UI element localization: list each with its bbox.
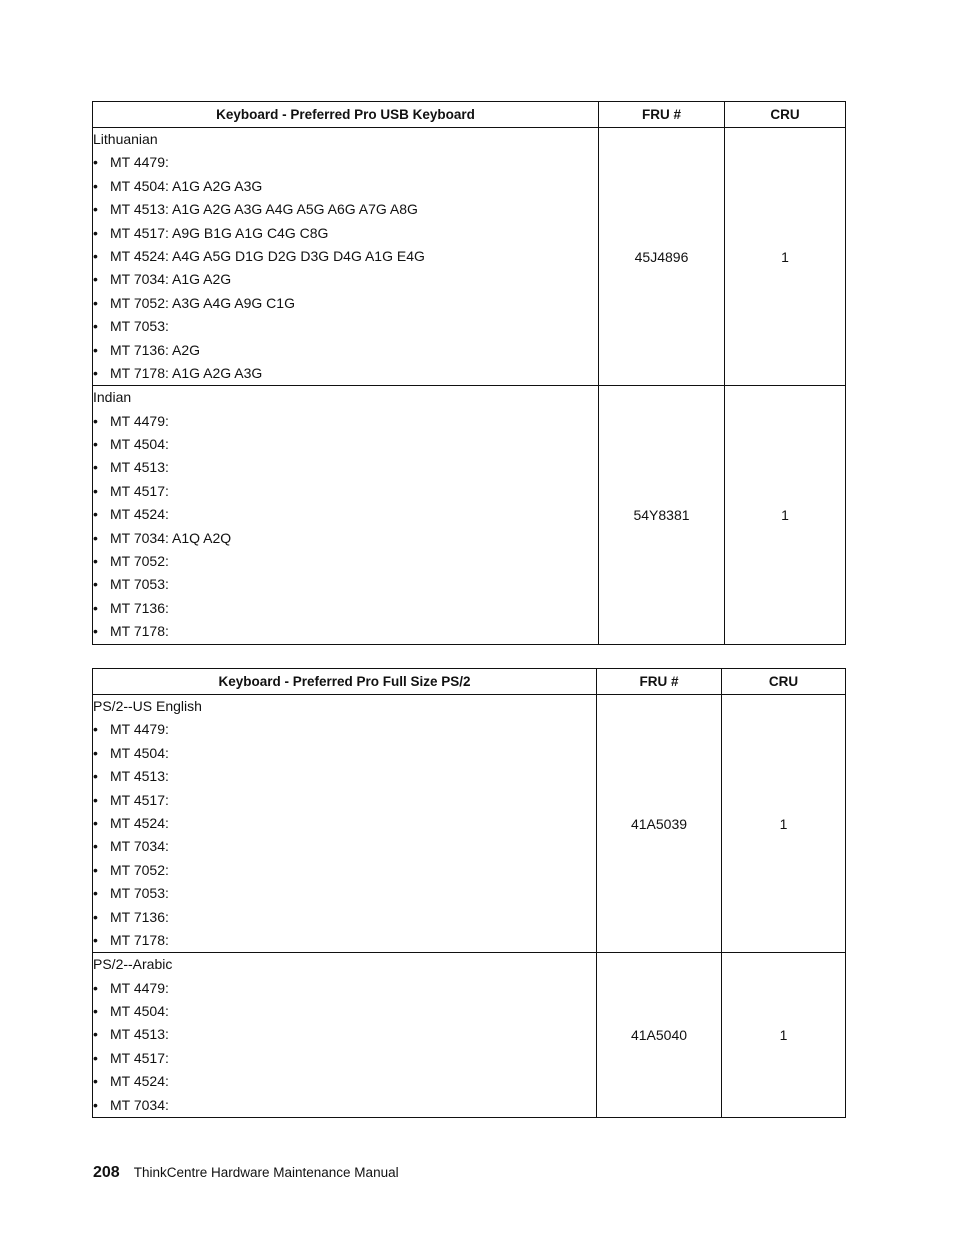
row-description-cell: [93, 695, 597, 953]
machine-type-item: • MT 4513:: [93, 1023, 596, 1046]
fru-number-cell: 41A5040: [597, 953, 722, 1118]
cru-tier-cell: 1: [725, 128, 846, 386]
fru-number-cell: 45J4896: [599, 128, 725, 386]
column-header-description: Keyboard - Preferred Pro Full Size PS/2: [93, 669, 597, 695]
machine-type-item: • MT 4504:: [93, 1000, 596, 1023]
usb-keyboard-parts-table: [92, 101, 846, 645]
machine-type-item: • MT 7052:: [93, 859, 596, 882]
machine-type-list: [93, 151, 598, 385]
machine-type-item: • MT 4479:: [93, 410, 598, 433]
table-body: [93, 128, 846, 645]
machine-type-item: • MT 7034: A1G A2G: [93, 268, 598, 291]
machine-type-item: • MT 4524:: [93, 1070, 596, 1093]
column-header-fru: FRU #: [597, 669, 722, 695]
ps2-keyboard-parts-table: [92, 668, 846, 1118]
machine-type-item: • MT 4504:: [93, 742, 596, 765]
keyboard-language-name: PS/2--Arabic: [93, 956, 173, 973]
machine-type-item: • MT 4513:: [93, 456, 598, 479]
fru-number-cell: 54Y8381: [599, 386, 725, 644]
table-row: [93, 695, 846, 953]
machine-type-item: • MT 7034:: [93, 835, 596, 858]
table-body: [93, 695, 846, 1118]
manual-title: ThinkCentre Hardware Maintenance Manual: [133, 1165, 399, 1180]
table-row: [93, 386, 846, 644]
machine-type-item: • MT 7136: A2G: [93, 339, 598, 362]
column-header-fru: FRU #: [599, 102, 725, 128]
machine-type-item: • MT 4517:: [93, 480, 598, 503]
page-footer: [93, 1164, 399, 1182]
cru-tier-cell: 1: [722, 695, 846, 953]
row-description-cell: [93, 953, 597, 1118]
table-header-row: [93, 669, 846, 695]
fru-number-cell: 41A5039: [597, 695, 722, 953]
keyboard-language-name: Indian: [93, 389, 132, 406]
machine-type-item: • MT 4513:: [93, 765, 596, 788]
machine-type-item: • MT 7136:: [93, 597, 598, 620]
machine-type-item: • MT 7136:: [93, 906, 596, 929]
column-header-cru: CRU: [722, 669, 846, 695]
table-header-row: [93, 102, 846, 128]
machine-type-item: • MT 4504: A1G A2G A3G: [93, 175, 598, 198]
machine-type-item: • MT 7053:: [93, 573, 598, 596]
column-header-cru: CRU: [725, 102, 846, 128]
machine-type-item: • MT 4517: A9G B1G A1G C4G C8G: [93, 222, 598, 245]
machine-type-item: • MT 4517:: [93, 1047, 596, 1070]
machine-type-item: • MT 4479:: [93, 151, 598, 174]
page-number: 208: [93, 1164, 120, 1181]
machine-type-item: • MT 7053:: [93, 882, 596, 905]
machine-type-list: [93, 718, 596, 952]
machine-type-list: [93, 410, 598, 644]
machine-type-item: • MT 7034: A1Q A2Q: [93, 527, 598, 550]
keyboard-language-name: PS/2--US English: [93, 698, 202, 714]
keyboard-language-name: Lithuanian: [93, 131, 158, 147]
machine-type-item: • MT 4513: A1G A2G A3G A4G A5G A6G A7G A8G: [93, 198, 598, 221]
table-row: [93, 953, 846, 1118]
machine-type-item: • MT 4479:: [93, 718, 596, 741]
cru-tier-cell: 1: [722, 953, 846, 1118]
row-description-cell: [93, 128, 599, 386]
machine-type-item: • MT 7178:: [93, 620, 598, 643]
machine-type-item: • MT 4524: A4G A5G D1G D2G D3G D4G A1G E4G: [93, 245, 598, 268]
row-description-cell: [93, 386, 599, 644]
machine-type-item: • MT 7178: A1G A2G A3G: [93, 362, 598, 385]
machine-type-list: [93, 977, 596, 1117]
machine-type-item: • MT 7034:: [93, 1094, 596, 1117]
machine-type-item: • MT 7053:: [93, 315, 598, 338]
machine-type-item: • MT 4504:: [93, 433, 598, 456]
machine-type-item: • MT 7052:: [93, 550, 598, 573]
cru-tier-cell: 1: [725, 386, 846, 644]
machine-type-item: • MT 4517:: [93, 789, 596, 812]
machine-type-item: • MT 4524:: [93, 503, 598, 526]
machine-type-item: • MT 7178:: [93, 929, 596, 952]
machine-type-item: • MT 4524:: [93, 812, 596, 835]
machine-type-item: • MT 7052: A3G A4G A9G C1G: [93, 292, 598, 315]
table-row: [93, 128, 846, 386]
column-header-description: Keyboard - Preferred Pro USB Keyboard: [93, 102, 599, 128]
machine-type-item: • MT 4479:: [93, 977, 596, 1000]
